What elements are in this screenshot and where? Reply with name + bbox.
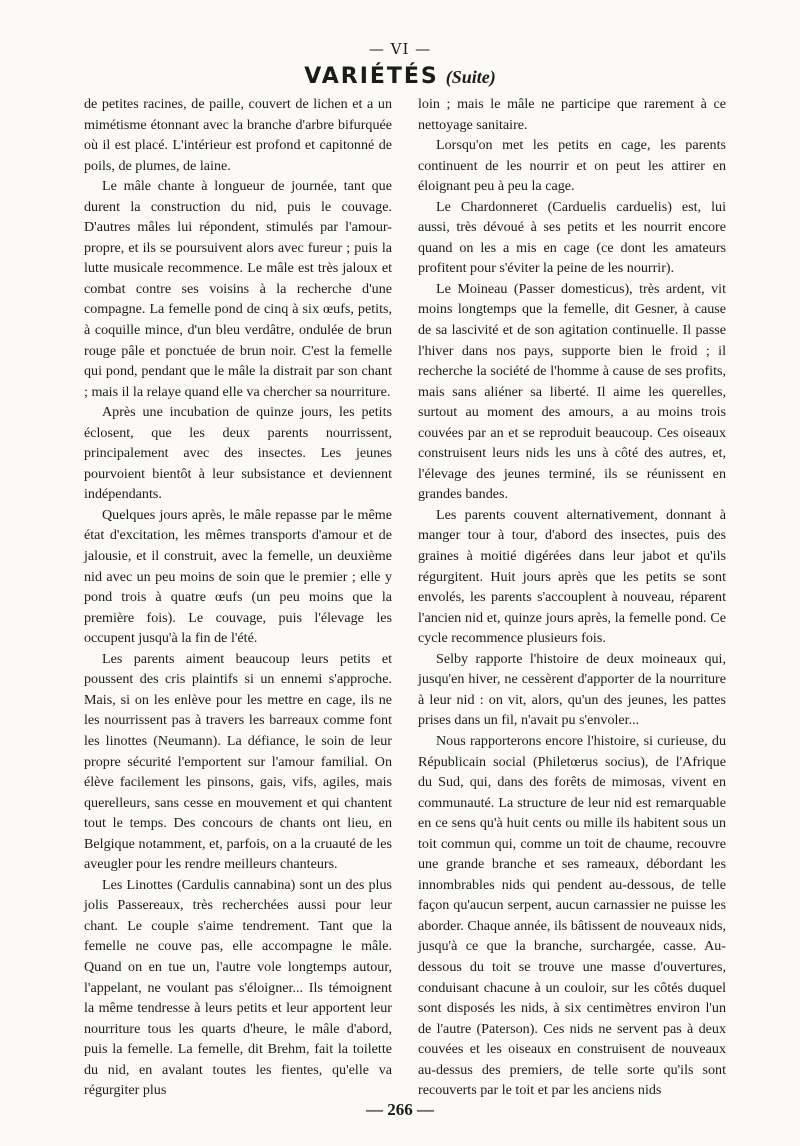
paragraph: Selby rapporte l'histoire de deux moineaux qui, jusqu'en hiver, ne cessèrent d'apporter de la nourriture à leur nid : on vit, alors, qu'un des jeunes, les pattes prises dans un fil, n'avait pu s'envoler...	[418, 650, 726, 729]
paragraph: Lorsqu'on met les petits en cage, les parents continuent de les nourrir et on peut les attirer en éloignant peu à peu la cage.	[418, 137, 726, 195]
paragraph: Les parents aiment beaucoup leurs petits et poussent des cris plaintifs si un ennemi s'approche. Mais, si on les enlève pour les mettre en cage, ils ne les nourrissent pas à travers les barreaux comme font les linottes (Neumann). La défiance, le soin de leur propre sécurité l'emportent sur l'amour familial. On élève facilement les pinsons, gais, vifs, agiles, mais querelleurs, sans cesse en mouvement et qui chantent tout le temps. Des concours de chants ont lieu, en Belgique notamment, et, parfois, on a la cruauté de les aveugler pour les rendre meilleurs chanteurs.	[84, 650, 392, 873]
paragraph: Les parents couvent alternativement, donnant à manger tour à tour, d'abord des insectes, puis des graines à moitié digérées dans leur jabot et qu'ils régurgitent. Huit jours après que les petits se sont envolés, les parents s'accouplent à nouveau, réparent l'ancien nid et, quinze jours après, la femelle pond. Ce cycle recommence plusieurs fois.	[418, 506, 726, 647]
paragraph: Le mâle chante à longueur de journée, tant que durent la construction du nid, puis le couvage. D'autres mâles lui répondent, stimulés par l'amour-propre, et ils se poursuivent alors avec fureur ; puis la lutte musicale recommence. Le mâle est très jaloux et combat contre ses voisins à la recherche d'une compagne. La femelle pond de cinq à six œufs, petits, à coquille mince, d'un bleu verdâtre, ondulée de brun rouge pâle et ponctuée de brun noir. C'est la femelle qui pond, pendant que le mâle la distrait par son chant ; mais il la relaye quand elle va chercher sa nourriture.	[84, 178, 392, 400]
paragraph: Quelques jours après, le mâle repasse par le même état d'excitation, les mêmes transports d'amour et de jalousie, et il construit, avec la femelle, un deuxième nid avec un peu moins de soin que le premier ; elle y pond trois à quatre œufs (un peu moins que la première fois). Le couvage, puis l'élevage les occupent jusqu'à la fin de l'été.	[84, 506, 392, 647]
section-number: — VI —	[368, 40, 432, 58]
title-suffix: (Suite)	[445, 67, 496, 87]
page-title	[0, 64, 800, 90]
paragraph: Les Linottes (Cardulis cannabina) sont un des plus jolis Passereaux, très recherchées aussi pour leur chant. Le couple s'aime tendrement. Tant que la femelle ne couve pas, elle accompagne le mâle. Quand on en tue un, l'autre vole longtemps autour, l'appelant, ne voulant pas s'éloigner... Ils témoignent la même tendresse à leurs petits et leur apportent leur nourriture tous les quarts d'heure, le mâle d'abord, puis la femelle. La femelle, dit Brehm, fait la toilette du nid, en avalant toutes les fientes, qu'elle va régurgiter plus	[84, 876, 392, 1099]
paragraph: loin ; mais le mâle ne participe que rarement à ce nettoyage sanitaire.	[418, 96, 726, 133]
paragraph: Nous rapporterons encore l'histoire, si curieuse, du Républicain social (Philetœrus socius), de l'Afrique du Sud, qui, dans des forêts de mimosas, vivent en communauté. La structure de leur nid est remarquable en ce sens qu'à huit cents ou mille ils habitent sous un toit commun qui, comme un toit de chaume, recouvre une grande branche et ses rameaux, débordant les innombrables nids qui pendent au-dessous, de telle façon qu'aucun serpent, aucun carnassier ne puisse les aborder. Chaque année, ils bâtissent de nouveaux nids, jusqu'à ce que la branche, surchargée, casse. Au-dessous du toit se trouve une masse d'ouvertures, conduisant chacune à un couloir, sur les côtés duquel sont disposés les nids, à six centimètres environ l'un de l'autre (Paterson). Ces nids ne servent pas à deux couvées et les oiseaux en construisent de nouveaux au-dessus des premiers, de telle sorte qu'ils sont recouverts par le toit et par les anciens nids	[418, 732, 726, 1099]
title-main: VARIÉTÉS	[304, 64, 439, 89]
page-number: — 266 —	[366, 1100, 434, 1119]
paragraph: Le Chardonneret (Carduelis carduelis) est, lui aussi, très dévoué à ses petits et les nourrit encore quand on les a mis en cage (ce dont les amateurs profitent pour s'éviter la peine de les nourrir).	[418, 198, 726, 277]
paragraph: de petites racines, de paille, couvert de lichen et a un mimétisme étonnant avec la branche d'arbre bifurquée où il est placé. L'intérieur est profond et capitonné de poils, de plumes, de laine.	[84, 96, 392, 174]
right-column	[418, 94, 726, 1101]
paragraph: Après une incubation de quinze jours, les petits éclosent, que les deux parents nourrissent, principalement avec des insectes. Les jeunes pourvoient bientôt à leur subsistance et deviennent indépendants.	[84, 404, 392, 503]
left-column	[84, 94, 392, 1101]
paragraph: Le Moineau (Passer domesticus), très ardent, vit moins longtemps que la femelle, dit Gesner, à cause de sa lascivité et de son agitation continuelle. Il passe l'hiver dans nos pays, supporte bien le froid ; il recherche la société de l'homme à cause de ses profits, mais sans aliéner sa liberté. Il aime les querelles, surtout au moment des amours, a au moins trois couvées par an et se reproduit beaucoup. Ces oiseaux construisent leurs nids les uns à côté des autres, et, l'élevage des jeunes terminé, ils se réunissent en grandes bandes.	[418, 280, 726, 503]
